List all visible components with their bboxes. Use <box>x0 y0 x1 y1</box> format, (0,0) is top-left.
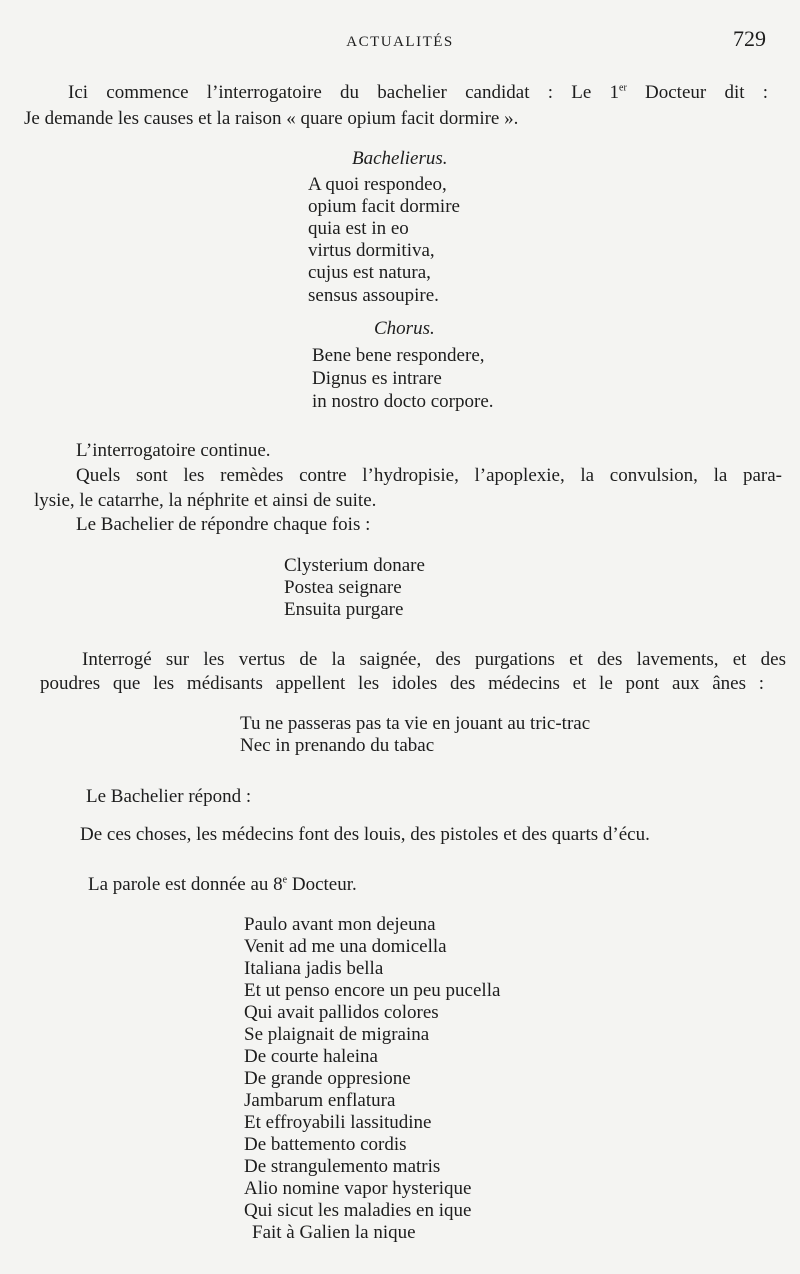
verse-line: Paulo avant mon dejeuna <box>244 914 436 935</box>
verse-line: Postea seignare <box>284 577 402 598</box>
verse-line: virtus dormitiva, <box>308 240 435 261</box>
page-number: 729 <box>733 26 766 51</box>
verse-line: De battemento cordis <box>244 1134 407 1155</box>
running-head: ACTUALITÉS <box>346 34 454 50</box>
verse-line: opium facit dormire <box>308 196 460 217</box>
speaker-bachelierus: Bachelierus. <box>352 148 448 169</box>
verse-line: Qui avait pallidos colores <box>244 1002 439 1023</box>
verse-line: Tu ne passeras pas ta vie en jouant au tric-trac <box>240 713 591 734</box>
speaker-chorus: Chorus. <box>374 318 435 339</box>
intro-line-1: Ici commence l’interrogatoire du bachelier candidat : Le 1er Docteur dit : <box>68 82 769 103</box>
verse-line: De strangulemento matris <box>244 1156 441 1177</box>
paragraph-line: poudres que les médisants appellent les idoles des médecins et le pont aux ânes : <box>40 673 764 694</box>
verse-line: cujus est natura, <box>308 262 431 283</box>
intro-line-2: Je demande les causes et la raison « quare opium facit dormire ». <box>24 108 519 129</box>
paragraph-line: Interrogé sur les vertus de la saignée, des purgations et des lavements, et des <box>82 649 786 670</box>
verse-line: Clysterium donare <box>284 555 425 576</box>
verse-line: A quoi respondeo, <box>308 174 447 195</box>
verse-line: Jambarum enflatura <box>244 1090 396 1111</box>
paragraph-line: L’interrogatoire continue. <box>76 440 271 461</box>
verse-line: Italiana jadis bella <box>244 958 384 979</box>
verse-line: De grande oppresione <box>244 1068 411 1089</box>
verse-line: Fait à Galien la nique <box>252 1222 416 1243</box>
verse-line: Venit ad me una domicella <box>244 936 447 957</box>
verse-line: Alio nomine vapor hysterique <box>244 1178 472 1199</box>
verse-line: quia est in eo <box>308 218 409 239</box>
verse-line: Et ut penso encore un peu pucella <box>244 980 501 1001</box>
verse-line: sensus assoupire. <box>308 285 439 306</box>
verse-line: Ensuita purgare <box>284 599 404 620</box>
paragraph-line: La parole est donnée au 8e Docteur. <box>88 874 357 895</box>
verse-line: Et effroyabili lassitudine <box>244 1112 432 1133</box>
verse-line: De courte haleina <box>244 1046 378 1067</box>
paragraph-line: Le Bachelier répond : <box>86 786 252 807</box>
verse-line: in nostro docto corpore. <box>312 391 494 412</box>
verse-line: Se plaignait de migraina <box>244 1024 430 1045</box>
verse-line: Bene bene respondere, <box>312 345 485 366</box>
verse-line: Qui sicut les maladies en ique <box>244 1200 472 1221</box>
paragraph-line: Quels sont les remèdes contre l’hydropisie, l’apoplexie, la convulsion, la para- <box>76 465 782 486</box>
paragraph-line: De ces choses, les médecins font des louis, des pistoles et des quarts d’écu. <box>80 824 650 845</box>
verse-line: Nec in prenando du tabac <box>240 735 435 756</box>
paragraph-line: Le Bachelier de répondre chaque fois : <box>76 514 371 535</box>
verse-line: Dignus es intrare <box>312 368 442 389</box>
paragraph-line: lysie, le catarrhe, la néphrite et ainsi de suite. <box>34 490 377 511</box>
